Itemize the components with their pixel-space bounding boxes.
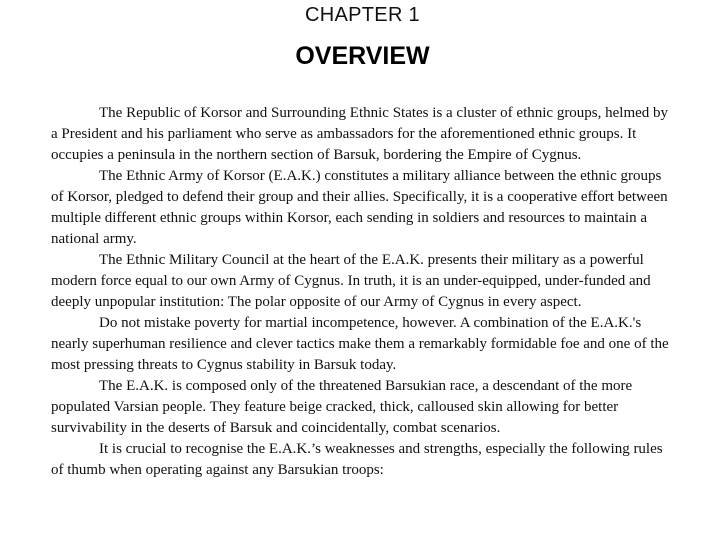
- chapter-number: CHAPTER 1: [305, 4, 420, 26]
- paragraph: The Republic of Korsor and Surrounding Ethnic States is a cluster of ethnic groups, helmed by a President and his parliament who serve as ambassadors for the aforementioned ethnic groups. It occupies a peninsula in the northern section of Barsuk, bordering the Empire of Cygnus.: [51, 105, 669, 163]
- paragraph: The Ethnic Army of Korsor (E.A.K.) constitutes a military alliance between the ethnic groups of Korsor, pledged to defend their group and their allies. Specifically, it is a cooperative effort between multiple different ethnic groups within Korsor, each sending in soldiers and resources to maintain a national army.: [51, 168, 668, 247]
- paragraph: The Ethnic Military Council at the heart of the E.A.K. presents their military as a powerful modern force equal to our own Army of Cygnus. In truth, it is an under-equipped, under-funded and deeply unpopular institution: The polar opposite of our Army of Cygnus in every aspect.: [51, 252, 651, 310]
- paragraph: Do not mistake poverty for martial incompetence, however. A combination of the E.A.K.'s nearly superhuman resilience and clever tactics make them a remarkably formidable foe and one of the most pressing threats to Cygnus stability in Barsuk today.: [51, 315, 669, 373]
- paragraph: It is crucial to recognise the E.A.K.’s weaknesses and strengths, especially the following rules of thumb when operating against any Barsukian troops:: [51, 441, 663, 478]
- body-text: [51, 103, 676, 481]
- chapter-title: OVERVIEW: [295, 42, 430, 70]
- paragraph: The E.A.K. is composed only of the threatened Barsukian race, a descendant of the more populated Varsian people. They feature beige cracked, thick, calloused skin allowing for better survivability in the deserts of Barsuk and coincidentally, combat scenarios.: [51, 378, 633, 436]
